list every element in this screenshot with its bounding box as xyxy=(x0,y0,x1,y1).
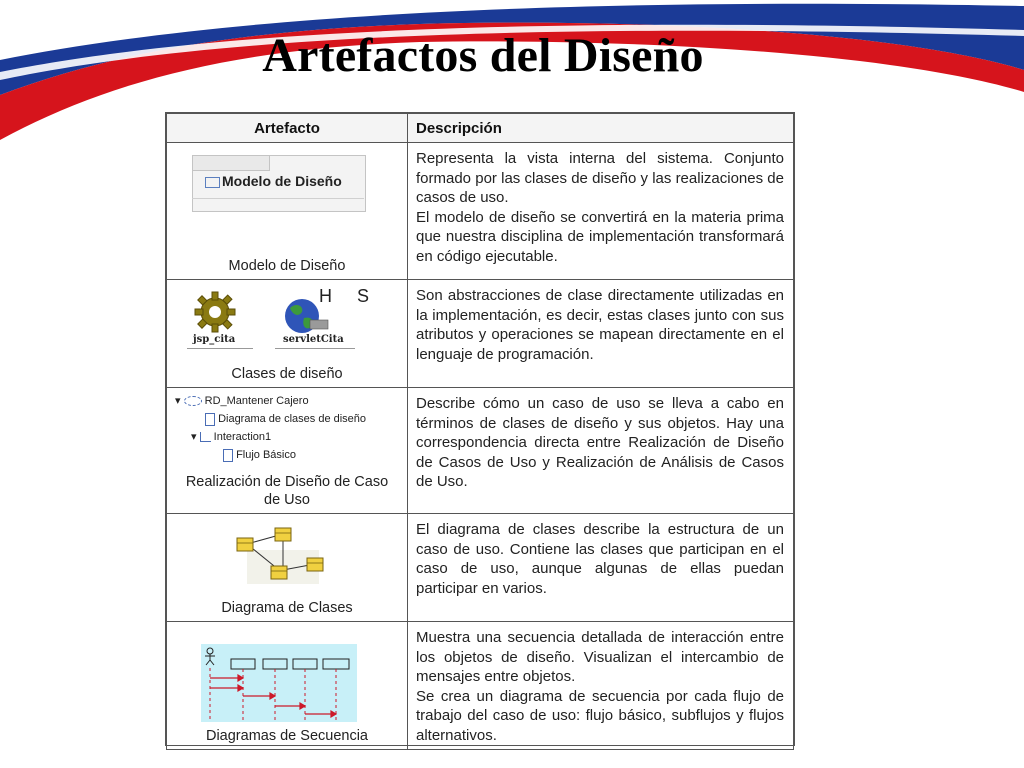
header-description: Descripción xyxy=(408,114,794,143)
table-header-row xyxy=(167,114,794,143)
package-tab xyxy=(192,155,270,171)
description-text: Muestra una secuencia detallada de interacción entre los objetos de diseño. Visualizan el intercambio de mensajes entre objetos. xyxy=(416,629,784,685)
table-row xyxy=(167,388,794,514)
artefact-cell xyxy=(167,514,408,622)
package-label xyxy=(205,173,342,189)
tree-item xyxy=(175,446,366,464)
description-cell xyxy=(408,143,794,280)
gear-icon xyxy=(187,290,243,336)
description-cell xyxy=(408,622,794,750)
tree-item xyxy=(175,410,366,428)
artefact-cell xyxy=(167,622,408,750)
description-cell xyxy=(408,514,794,622)
artefact-caption: Diagrama de Clases xyxy=(221,600,353,616)
tree-item: ▾ RD_Mantener Cajero xyxy=(175,395,309,407)
class-label-servlet: servletCita xyxy=(283,334,344,345)
tree-label: RD_Mantener Cajero xyxy=(204,395,309,407)
description-text: Representa la vista interna del sistema. Conjunto formado por las clases de diseño y las realizaciones de casos de uso. xyxy=(416,150,784,206)
description-text: Describe cómo un caso de uso se lleva a cabo en términos de clases de diseño y sus objetos. Hay una correspondencia directa entre Realización de Diseño de Casos de Uso y Realización de Análisis de Casos de Uso. xyxy=(416,395,784,490)
tree-label: Diagrama de clases de diseño xyxy=(218,413,367,425)
model-tree xyxy=(175,392,366,464)
sequence-diagram-icon xyxy=(201,644,357,722)
tree-item: ▾ Interaction1 xyxy=(191,431,272,443)
realization-icon xyxy=(184,396,202,406)
description-text: El modelo de diseño se convertirá en la materia prima que nuestra disciplina de implementación transformará en código ejecutable. xyxy=(416,208,784,265)
slide-title: Artefactos del Diseño xyxy=(262,29,704,82)
description-text: Son abstracciones de clase directamente utilizadas en la implementación, es decir, estas clases junto con sus atributos y operaciones se mapean directamente en el lenguaje de programación. xyxy=(416,287,784,363)
sequence-small-icon xyxy=(223,449,233,462)
table-row xyxy=(167,143,794,280)
artefact-cell xyxy=(167,280,408,388)
artefact-caption: Clases de diseño xyxy=(231,366,343,382)
table-row xyxy=(167,514,794,622)
tree-label: Interaction1 xyxy=(213,431,272,443)
package-label-text: Modelo de Diseño xyxy=(222,173,342,189)
artefact-caption: Realización de Diseño de Caso de Uso xyxy=(185,474,389,508)
header-artefact: Artefacto xyxy=(167,114,408,143)
description-cell xyxy=(408,280,794,388)
package-divider xyxy=(192,198,364,199)
class-underline xyxy=(275,348,355,349)
class-underline xyxy=(187,348,253,349)
artefact-caption: Diagramas de Secuencia xyxy=(205,728,368,744)
description-text: El diagrama de clases describe la estructura de un caso de uso. Contiene las clases que participan en el caso de uso, aunque algunas de ellas puedan participar en varios. xyxy=(416,521,784,597)
tree-label: Flujo Básico xyxy=(236,449,296,461)
artefact-cell xyxy=(167,388,408,514)
table-row xyxy=(167,280,794,388)
diagram-icon xyxy=(205,413,215,426)
table-row xyxy=(167,622,794,750)
description-cell xyxy=(408,388,794,514)
folder-icon xyxy=(205,177,220,188)
class-label-jsp: jsp_cita xyxy=(193,334,236,345)
stereotype-label: H S xyxy=(319,286,380,306)
artefact-cell xyxy=(167,143,408,280)
description-text: Se crea un diagrama de secuencia por cada flujo de trabajo del caso de uso: flujo básico, subflujos y flujos alternativos. xyxy=(416,687,784,744)
interaction-icon xyxy=(200,432,211,442)
class-diagram-icon xyxy=(229,524,329,586)
artefact-caption: Modelo de Diseño xyxy=(228,258,346,274)
artefacts-table xyxy=(165,112,795,746)
